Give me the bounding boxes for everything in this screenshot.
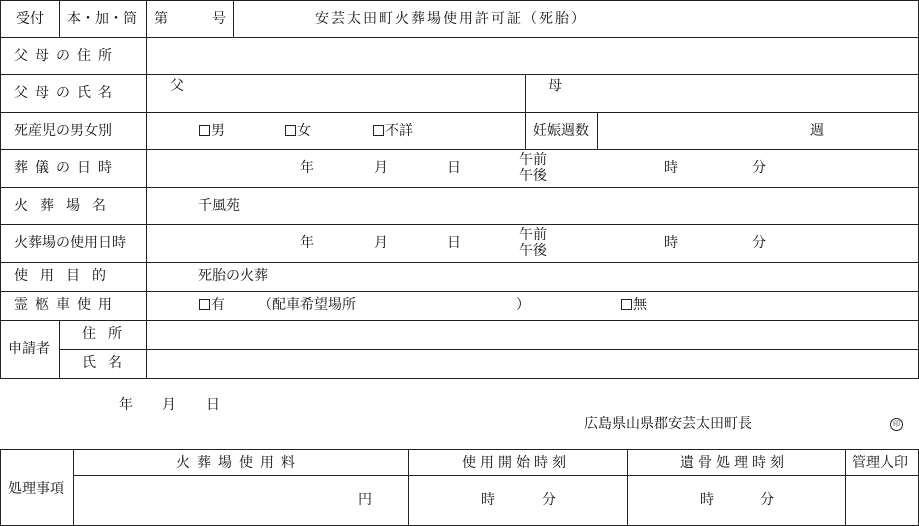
checkbox-unknown[interactable]: [373, 125, 384, 136]
sex-option-unknown[interactable]: 不詳: [373, 124, 413, 138]
rule: [0, 320, 919, 321]
remains-minute: 分: [760, 492, 774, 508]
use-am: 午前: [519, 227, 547, 243]
sex-option-female[interactable]: 女: [285, 124, 311, 138]
checkbox-hearse-yes[interactable]: [199, 299, 210, 310]
label-gestation-weeks: 妊娠週数: [533, 123, 589, 139]
page-title: 安芸太田町火葬場使用許可証（死胎）: [315, 11, 587, 27]
rule: [0, 291, 919, 292]
label-funeral-datetime: 葬儀の日時: [14, 160, 119, 176]
start-minute: 分: [542, 492, 556, 508]
father-label: 父: [170, 78, 184, 94]
label-crematorium-use-datetime: 火葬場の使用日時: [14, 235, 126, 251]
crematorium-name-value: 千風苑: [198, 198, 240, 214]
rule: [73, 475, 919, 476]
col-crematorium-fee: 火葬場使用料: [176, 455, 302, 471]
col-remains-time: 遺骨処理時刻: [680, 455, 788, 471]
rule: [0, 449, 919, 450]
checkbox-hearse-no[interactable]: [621, 299, 632, 310]
hearse-place-close: ）: [516, 297, 530, 313]
rule: [233, 0, 234, 37]
rule: [59, 349, 919, 350]
checkbox-male[interactable]: [199, 125, 210, 136]
rule: [0, 0, 1, 379]
rule: [408, 449, 409, 526]
rule: [59, 320, 60, 378]
rule: [0, 149, 919, 150]
use-month: 月: [374, 235, 388, 251]
rule: [146, 0, 147, 379]
processing-label: 処理事項: [8, 481, 64, 497]
use-year: 年: [300, 235, 314, 251]
category-label: 本・加・筒: [67, 11, 137, 27]
rule: [0, 378, 919, 379]
funeral-minute: 分: [752, 160, 766, 176]
label-purpose: 使用目的: [14, 268, 118, 284]
rule: [0, 112, 919, 113]
label-stillborn-sex: 死産児の男女別: [14, 123, 112, 139]
label-parents-name: 父母の氏名: [14, 85, 119, 101]
checkbox-female[interactable]: [285, 125, 296, 136]
label-applicant-address: 住所: [82, 326, 134, 342]
number-suffix: 号: [212, 11, 226, 27]
rule: [845, 449, 846, 526]
rule: [525, 74, 526, 149]
funeral-year: 年: [300, 160, 314, 176]
purpose-value: 死胎の火葬: [198, 268, 268, 284]
label-parents-address: 父母の住所: [14, 48, 119, 64]
remains-hour: 時: [700, 492, 714, 508]
use-hour: 時: [664, 235, 678, 251]
fee-yen: 円: [358, 492, 372, 508]
col-start-time: 使用開始時刻: [462, 455, 570, 471]
issue-year: 年: [119, 397, 133, 413]
hearse-option-yes[interactable]: 有: [199, 298, 225, 312]
sex-option-male[interactable]: 男: [199, 124, 225, 138]
label-crematorium-name: 火葬場名: [14, 198, 118, 214]
rule: [0, 187, 919, 188]
label-hearse-use: 霊柩車使用: [14, 297, 119, 313]
issue-day: 日: [206, 397, 220, 413]
issue-month: 月: [162, 397, 176, 413]
col-manager-seal: 管理人印: [852, 455, 908, 471]
funeral-month: 月: [374, 160, 388, 176]
rule: [627, 449, 628, 526]
rule: [597, 112, 598, 149]
gestation-unit: 週: [810, 123, 824, 139]
number-prefix: 第: [154, 11, 168, 27]
hearse-place-label: （配車希望場所: [258, 297, 356, 313]
receipt-label: 受付: [16, 11, 44, 27]
use-pm: 午後: [519, 243, 547, 259]
funeral-pm: 午後: [519, 168, 547, 184]
funeral-am: 午前: [519, 152, 547, 168]
rule: [73, 449, 74, 526]
hearse-option-no[interactable]: 無: [621, 298, 647, 312]
rule: [59, 0, 60, 37]
rule: [0, 37, 919, 38]
seal-mark: 印: [890, 418, 903, 431]
rule: [0, 449, 1, 526]
use-day: 日: [447, 235, 461, 251]
label-applicant: 申請者: [8, 341, 50, 357]
rule: [0, 224, 919, 225]
label-applicant-name: 氏名: [82, 355, 134, 371]
rule: [0, 74, 919, 75]
funeral-day: 日: [447, 160, 461, 176]
rule: [0, 0, 919, 1]
rule: [0, 262, 919, 263]
start-hour: 時: [481, 492, 495, 508]
funeral-hour: 時: [664, 160, 678, 176]
issuer-name: 広島県山県郡安芸太田町長: [584, 416, 752, 432]
mother-label: 母: [548, 78, 562, 94]
use-minute: 分: [752, 235, 766, 251]
